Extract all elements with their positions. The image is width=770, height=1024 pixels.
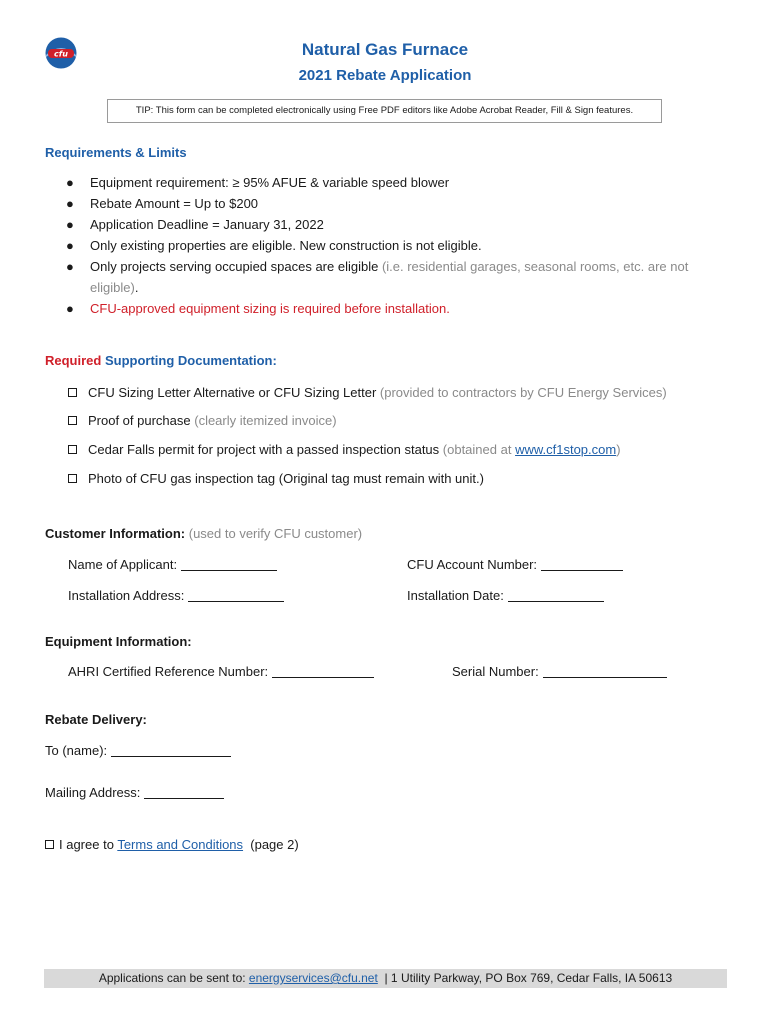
ahri-number-field: AHRI Certified Reference Number: [68,664,374,679]
terms-agreement: I agree to Terms and Conditions (page 2) [45,837,299,852]
customer-heading: Customer Information: (used to verify CFU customer) [45,526,363,541]
account-number-input[interactable] [541,558,623,571]
list-item: ● Rebate Amount = Up to $200 [66,196,259,211]
list-item: ● Only projects serving occupied spaces are eligible (i.e. residential garages, seasonal rooms, etc. are not eligible). [66,259,689,295]
documentation-heading: Required Supporting Documentation: [45,353,277,368]
list-item: ● CFU-approved equipment sizing is required before installation. [66,301,450,316]
equipment-heading: Equipment Information: [45,634,192,649]
checkbox[interactable] [68,474,77,483]
tip-box: TIP: This form can be completed electronically using Free PDF editors like Adobe Acrobat Reader, Fill & Sign features. [107,99,662,123]
logo-text: cfu [54,49,68,59]
installation-address-input[interactable] [188,589,284,602]
installation-address-field: Installation Address: [68,588,284,603]
list-item: ● Application Deadline = January 31, 2022 [66,217,324,232]
installation-date-input[interactable] [508,589,604,602]
list-item: ● Equipment requirement: ≥ 95% AFUE & variable speed blower [66,175,450,190]
mailing-address-input[interactable] [144,786,224,799]
mailing-address-field: Mailing Address: [45,785,224,800]
rebate-name-input[interactable] [111,744,231,757]
requirements-heading: Requirements & Limits [45,145,187,160]
agree-checkbox[interactable] [45,840,54,849]
footer-bar: Applications can be sent to: energyservices@cfu.net | 1 Utility Parkway, PO Box 769, Cedar Falls, IA 50613 [44,969,727,988]
installation-date-field: Installation Date: [407,588,604,603]
doc-item-sizing-letter: CFU Sizing Letter Alternative or CFU Sizing Letter (provided to contractors by CFU Energy Services) [68,384,667,402]
ahri-number-input[interactable] [272,665,374,678]
list-item: ● Only existing properties are eligible. New construction is not eligible. [66,238,482,253]
serial-number-input[interactable] [543,665,667,678]
terms-link[interactable]: Terms and Conditions [117,837,244,852]
rebate-name-field: To (name): [45,743,231,758]
applicant-name-field: Name of Applicant: [68,557,277,572]
serial-number-field: Serial Number: [452,664,667,679]
checkbox[interactable] [68,388,77,397]
doc-item-inspection-tag: Photo of CFU gas inspection tag (Original tag must remain with unit.) [68,470,484,488]
doc-item-permit: Cedar Falls permit for project with a passed inspection status (obtained at www.cf1stop.com) [68,441,621,459]
checkbox[interactable] [68,416,77,425]
requirements-list [62,172,732,319]
page-title: Natural Gas Furnace [301,40,469,59]
rebate-heading: Rebate Delivery: [45,712,147,727]
cf1stop-link[interactable]: www.cf1stop.com [515,442,617,457]
account-number-field: CFU Account Number: [407,557,623,572]
checkbox[interactable] [68,445,77,454]
doc-item-proof-of-purchase: Proof of purchase (clearly itemized invoice) [68,412,337,430]
page-subtitle: 2021 Rebate Application [298,67,472,84]
email-link[interactable]: energyservices@cfu.net [248,971,378,985]
applicant-name-input[interactable] [181,558,277,571]
